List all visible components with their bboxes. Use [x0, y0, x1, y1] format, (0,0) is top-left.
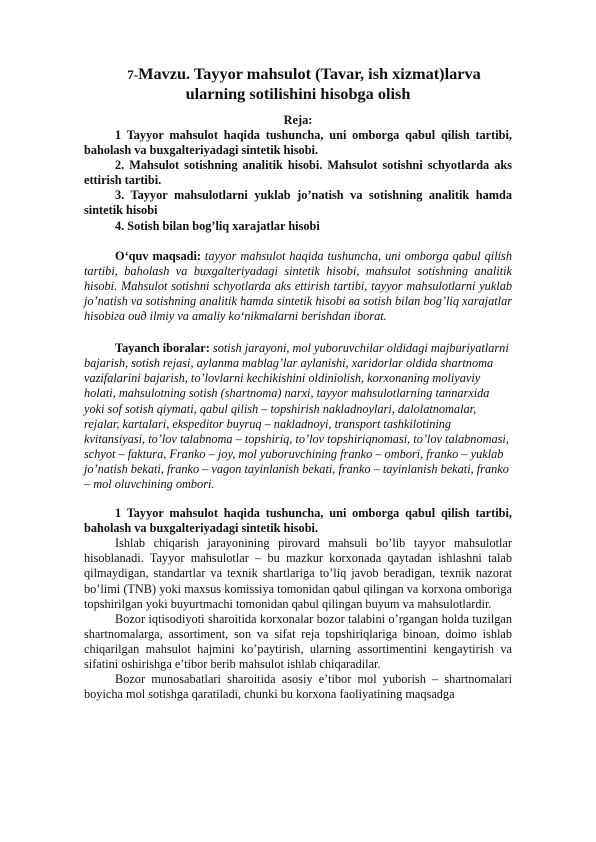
- keywords-text: sotish jarayoni, mol yuboruvchilar oldidagi majburiyatlarni bajarish, sotish rejasi, aylanma mablag’lar aylanishi, xaridorlar oldida shartnoma vazifalarini bajarish, to’lovlarni kechikishini oldiniolish, korxonaning moliyaviy holati, mahsulotning sotish (shartnoma) narxi, tayyor mahsulotlarning tannarxida yoki sof sotish qiymati, qabul qilish – topshirish nakladnoylari, dalolatnomalar, rejalar, kartalari, ekspeditor buyruq – nakladnoyi, transport tashkilotining kvitansiyasi, to’lov talabnoma – topshiriq, to’lov topshiriqnomasi, to’lov talabnomasi, schyot – faktura, Franko – joy, mol yuboruvchining franko – ombori, franko – yuklab jo’natish bekati, franko – vagon tayinlanish bekati, franko – tayinlanish bekati, franko – mol oluvchining ombori.: [84, 341, 509, 491]
- title-line-2: ularning sotilishini hisobga olish: [185, 84, 411, 103]
- section-1-paragraph-3: Bozor munosabatlari sharoitida asosiy e’tibor mol yuborish – shartnomalari boyicha mol sotishga qaratiladi, chunki bu korxona faoliyatining maqsadga: [84, 672, 512, 702]
- section-1-paragraph-2: Bozor iqtisodiyoti sharoitida korxonalar bozor talabini o’rgangan holda tuzilgan shartnomalarga, assortiment, son va sifat reja topshiriqlariga binoan, doimo ishlab chiqarilgan mahsulot hajmini ko’paytirish, ularning assortimentini kengaytirish va sifatini oshirishga e’tibor berib mahsulot ishlab chiqaradilar.: [84, 611, 512, 671]
- document-page: [84, 64, 512, 702]
- plan-item-2: 2. Mahsulot sotishning analitik hisobi. Mahsulot sotishni schyotlarda aks ettirish tartibi.: [84, 158, 512, 188]
- plan-item-3: 3. Tayyor mahsulotlarni yuklab jo’natish va sotishning analitik hamda sintetik hisobi: [84, 188, 512, 218]
- plan-heading: Reja:: [283, 113, 313, 127]
- plan-item-4: 4. Sotish bilan bog’liq xarajatlar hisobi: [115, 218, 320, 233]
- title-line-1-text: Mavzu. Tayyor mahsulot (Tavar, ish xizmat)larva: [138, 64, 481, 83]
- learning-goal-label: O‘quv maqsadi:: [115, 248, 201, 263]
- section-1-heading: 1 Tayyor mahsulot haqida tushuncha, uni omborga qabul qilish tartibi, baholash va buxgalteriyadagi sintetik hisobi.: [84, 506, 512, 536]
- plan-item-1: 1 Tayyor mahsulot haqida tushuncha, uni omborga qabul qilish tartibi, baholash va buxgalteriyadagi sintetik hisobi.: [84, 128, 512, 158]
- title-line-1: [115, 64, 481, 83]
- topic-number: 7-: [127, 67, 139, 82]
- keywords: [84, 341, 512, 492]
- section-1-paragraph-1: Ishlab chiqarish jarayonining pirovard mahsuli bo’lib tayyor mahsulotlar hisoblanadi. Tayyor mahsulotlar – bu mazkur korxonada qaytadan ishlashni talab qilmaydigan, standartlar va texnik shartlariga to’liq javob beradigan, texnik nazorat bo’limi (TNB) yoki maxsus komissiya tomonidan qabul qilingan va korxona omboriga topshirilgan yoki buyurtmachi tomonidan qabul qilingan buyum va mahsulotlardir.: [84, 536, 512, 611]
- page-title: [84, 64, 512, 103]
- learning-goal-text: tayyor mahsulot haqida tushuncha, uni omborga qabul qilish tartibi, baholash va buxgalteriyadagi sintetik hisobi, mahsulot sotishning analitik hisobi. Mahsulot sotishni schyotlarda aks ettirish tartibi, tayyor mahsulotlarni yuklab jo’natish va sotishning analitik hamda sintetik hisobi ва sotish bilan bog’liq xarajatlar hisobiга оид ilmiy va amaliy ko‘nikmalarni berishdan iborat.: [84, 248, 512, 324]
- learning-goal: [84, 249, 512, 324]
- keywords-label: Tayanch iboralar:: [115, 341, 210, 356]
